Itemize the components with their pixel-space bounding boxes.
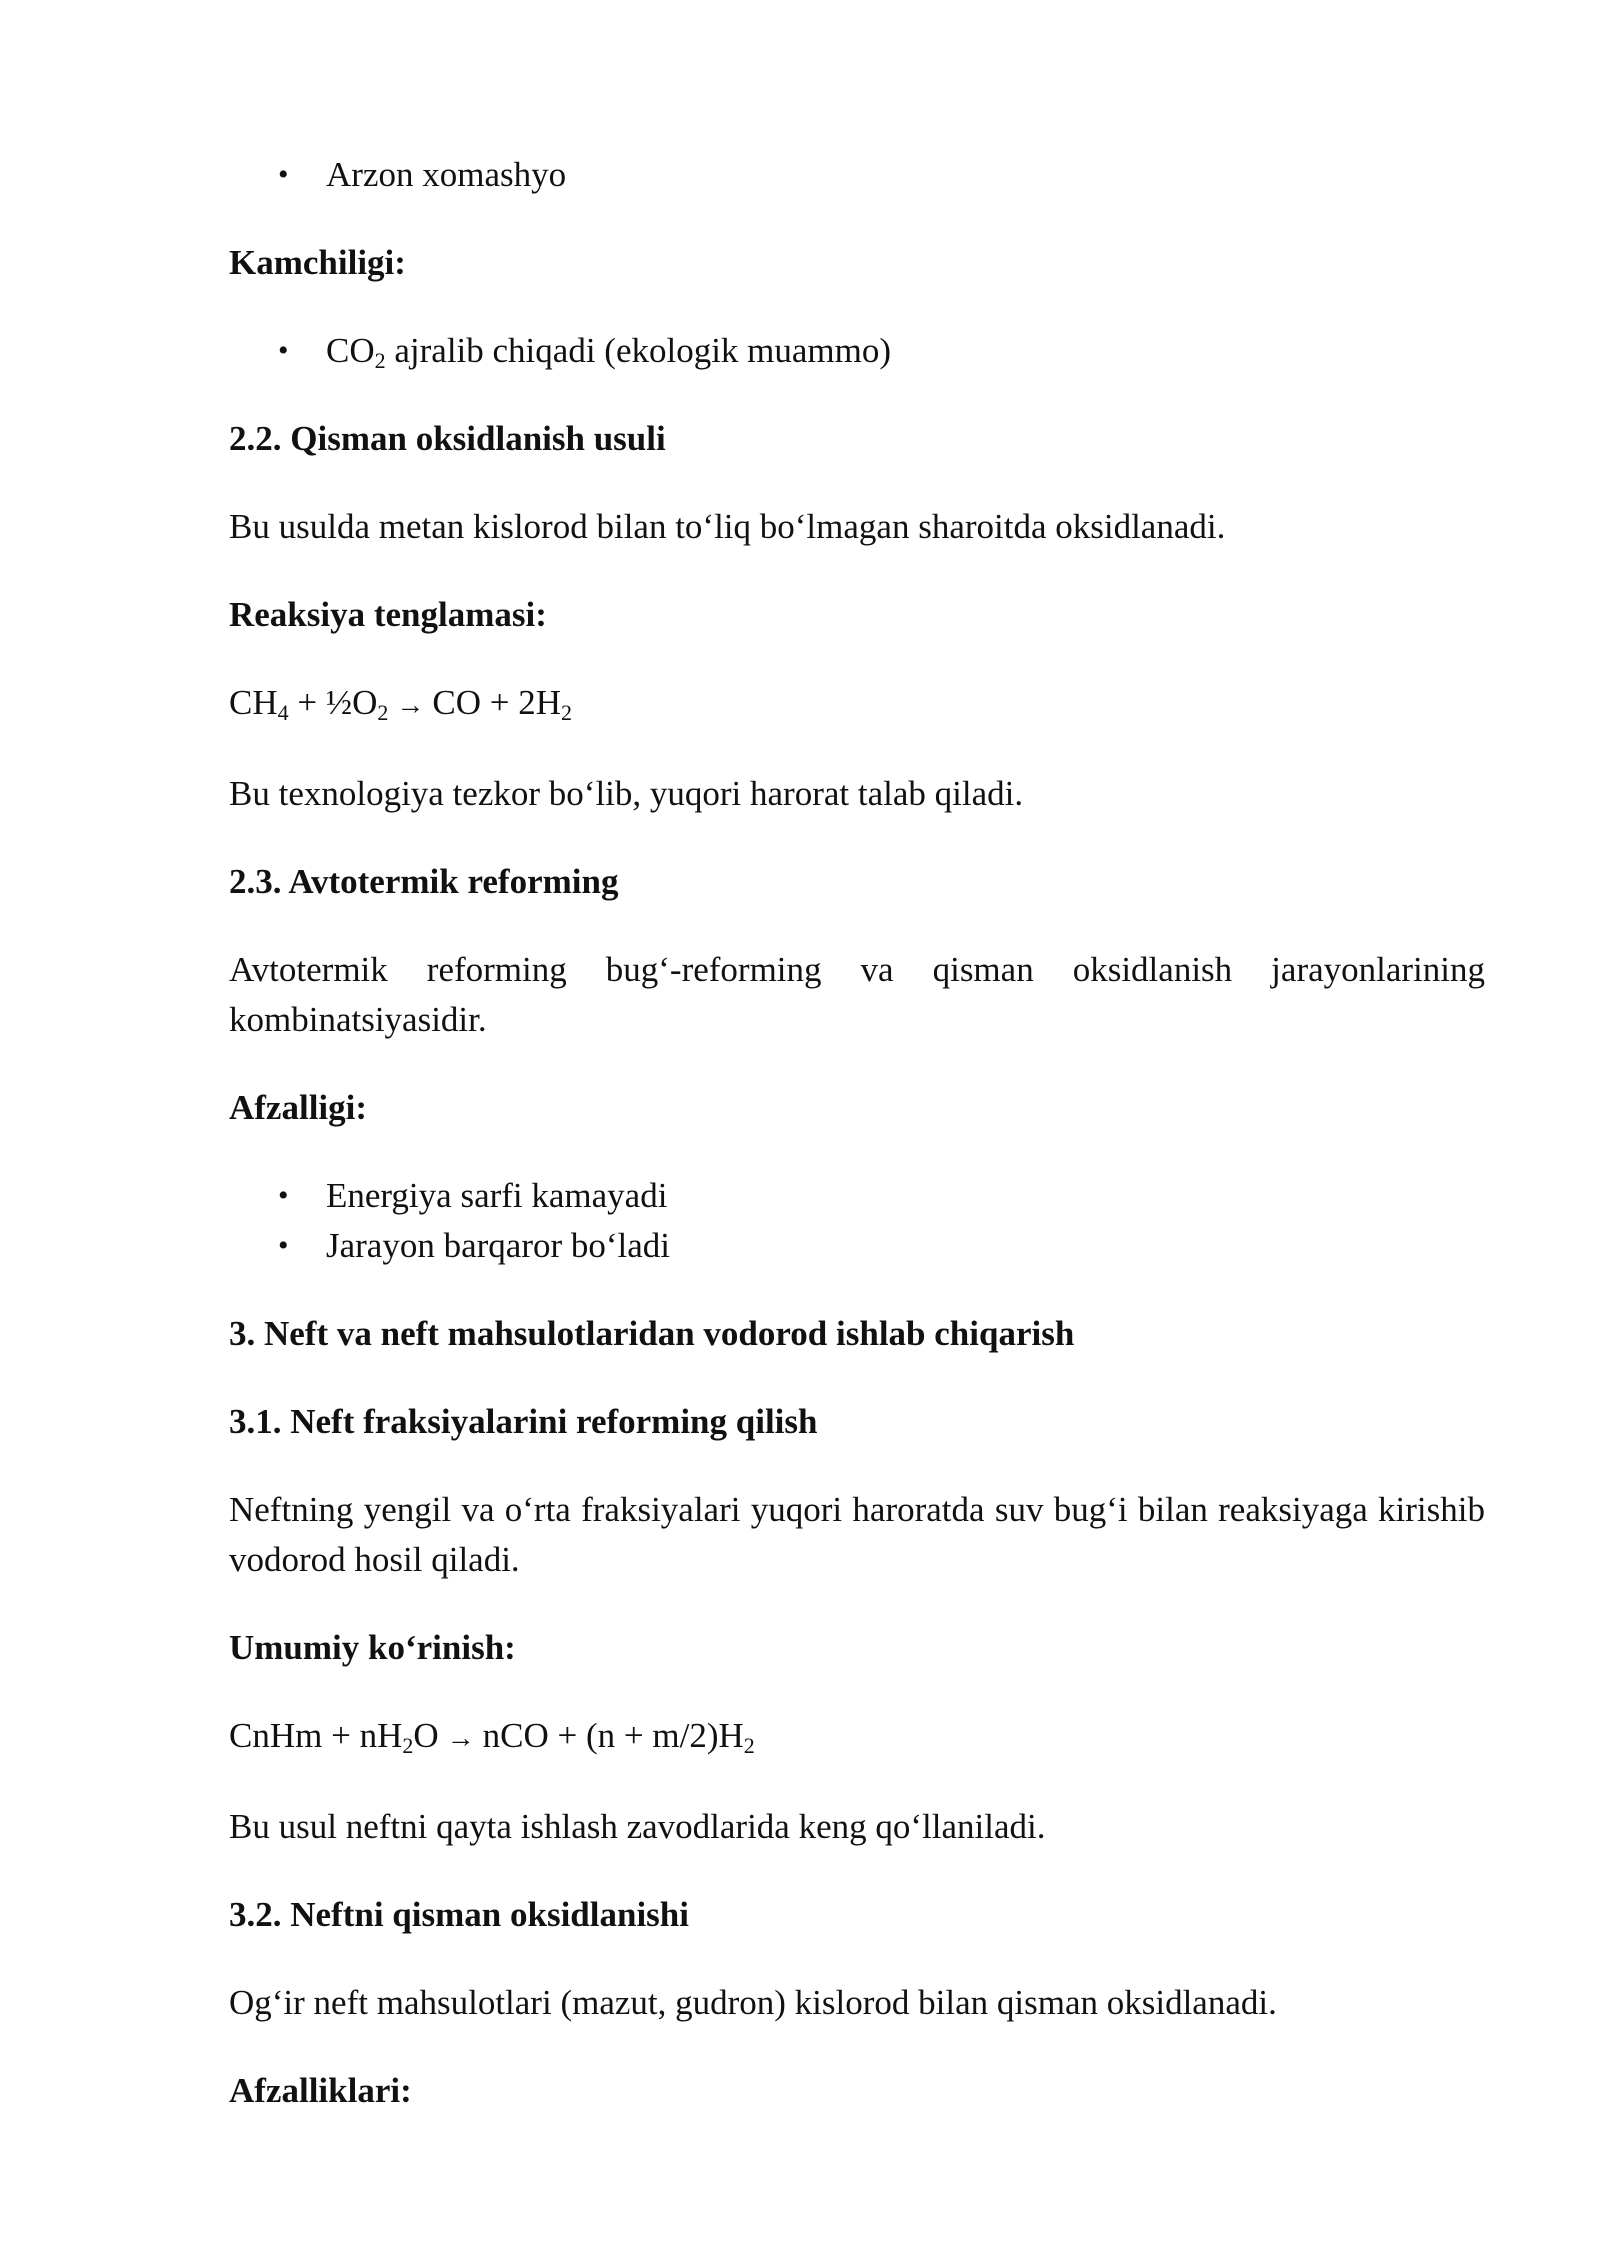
- document-page: [229, 150, 1485, 2154]
- afzalligi-list: [229, 1171, 1485, 1271]
- subscript: 2: [402, 1733, 414, 1758]
- eq-term: O: [413, 1716, 439, 1755]
- reaction-equation: [229, 678, 1485, 731]
- co2-formula: CO: [326, 331, 375, 370]
- subscript: 2: [377, 700, 389, 725]
- kamchiligi-heading: Kamchiligi:: [229, 243, 406, 282]
- list-item: [229, 150, 1485, 200]
- section-heading-3-2: 3.2. Neftni qisman oksidlanishi: [229, 1895, 689, 1934]
- reaction-heading: Reaksiya tenglamasi:: [229, 595, 547, 634]
- bullet-icon: •: [278, 1179, 289, 1212]
- subscript: 2: [743, 1733, 755, 1758]
- list-item-text: Arzon xomashyo: [326, 155, 567, 194]
- arrow-icon: →: [446, 1723, 475, 1754]
- subscript: 2: [374, 348, 386, 373]
- bullet-icon: •: [278, 1229, 289, 1262]
- subscript: 4: [277, 700, 289, 725]
- eq-term: CH: [229, 683, 278, 722]
- section-heading-2-3: 2.3. Avtotermik reforming: [229, 862, 619, 901]
- paragraph: Neftning yengil va o‘rta fraksiyalari yuqori haroratda suv bug‘i bilan reaksiyaga kirishib vodorod hosil qiladi.: [229, 1490, 1485, 1579]
- list-item: [229, 1171, 1485, 1221]
- general-equation: [229, 1711, 1485, 1764]
- section-heading-3-1: 3.1. Neft fraksiyalarini reforming qilish: [229, 1402, 818, 1441]
- section-heading-2-2: 2.2. Qisman oksidlanish usuli: [229, 419, 666, 458]
- paragraph: Og‘ir neft mahsulotlari (mazut, gudron) kislorod bilan qisman oksidlanadi.: [229, 1983, 1277, 2022]
- afzalligi-heading: Afzalligi:: [229, 1088, 368, 1127]
- disadvantages-list: [229, 326, 1485, 376]
- bullet-icon: •: [278, 158, 289, 191]
- afzalliklari-heading: Afzalliklari:: [229, 2071, 412, 2110]
- arrow-icon: →: [396, 690, 425, 721]
- eq-term: + ½O: [288, 683, 378, 722]
- section-heading-3: 3. Neft va neft mahsulotlaridan vodorod ishlab chiqarish: [229, 1314, 1075, 1353]
- eq-term: CO + 2H: [432, 683, 562, 722]
- general-form-heading: Umumiy ko‘rinish:: [229, 1628, 516, 1667]
- paragraph: Bu usulda metan kislorod bilan to‘liq bo‘lmagan sharoitda oksidlanadi.: [229, 507, 1226, 546]
- list-item: [229, 1221, 1485, 1271]
- eq-term: CnHm + nH: [229, 1716, 403, 1755]
- subscript: 2: [561, 700, 573, 725]
- list-item: [229, 326, 1485, 376]
- list-item-text: ajralib chiqadi (ekologik muammo): [385, 331, 892, 370]
- paragraph: Avtotermik reforming bug‘-reforming va qisman oksidlanish jarayonlarining kombinatsiyasidir.: [229, 950, 1485, 1039]
- paragraph: Bu usul neftni qayta ishlash zavodlarida keng qo‘llaniladi.: [229, 1807, 1046, 1846]
- paragraph: Bu texnologiya tezkor bo‘lib, yuqori harorat talab qiladi.: [229, 774, 1024, 813]
- list-item-text: Jarayon barqaror bo‘ladi: [326, 1226, 671, 1265]
- advantages-list-continued: [229, 150, 1485, 200]
- list-item-text: Energiya sarfi kamayadi: [326, 1176, 668, 1215]
- eq-term: nCO + (n + m/2)H: [482, 1716, 744, 1755]
- bullet-icon: •: [278, 334, 289, 367]
